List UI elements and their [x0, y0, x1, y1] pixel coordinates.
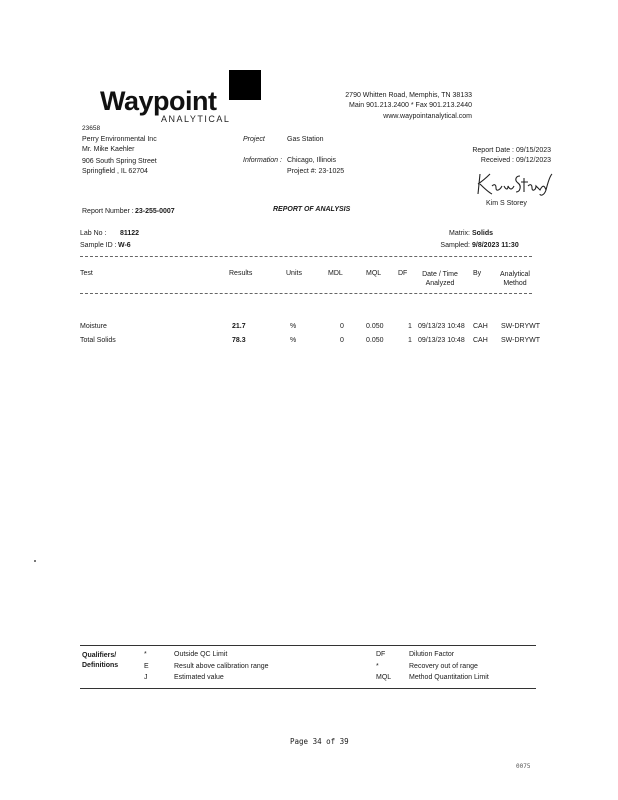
report-date-label: Report Date : — [472, 147, 514, 154]
row-result: 78.3 — [232, 337, 246, 344]
row-by: CAH — [473, 323, 488, 330]
client-name: Perry Environmental Inc — [82, 136, 157, 143]
report-title: REPORT OF ANALYSIS — [273, 206, 351, 213]
project-location: Chicago, Illinois — [287, 157, 337, 164]
qualifier-code: J — [144, 674, 148, 681]
sample-id-label: Sample ID : — [80, 242, 117, 249]
header-mdl: MDL — [328, 270, 343, 277]
report-date: 09/15/2023 — [516, 147, 552, 154]
header-by: By — [473, 270, 482, 277]
sampled-label: Sampled: — [440, 242, 470, 249]
project-info-label: Information : — [243, 157, 282, 164]
sample-id: W-6 — [118, 242, 131, 249]
qualifiers-bottom-rule — [80, 688, 536, 689]
company-website: www.waypointanalytical.com — [383, 113, 472, 120]
matrix: Solids — [472, 230, 494, 237]
qualifiers-title-line1: Qualifiers/ — [82, 652, 117, 659]
signature-image — [474, 168, 554, 198]
header-method-line2: Method — [503, 280, 527, 287]
row-mdl: 0 — [340, 323, 344, 330]
company-logo-name: Waypoint — [100, 86, 217, 116]
sample-divider — [80, 256, 532, 257]
header-datetime — [418, 270, 462, 288]
qualifier-text: Recovery out of range — [409, 663, 478, 670]
report-number-label: Report Number : — [82, 208, 134, 215]
qualifier-code: E — [144, 663, 149, 670]
header-datetime-line1: Date / Time — [422, 271, 458, 278]
qualifier-code: DF — [376, 651, 386, 658]
logo-square — [229, 70, 261, 100]
row-mql: 0.050 — [366, 323, 384, 330]
header-units: Units — [286, 270, 302, 277]
stray-dot — [34, 560, 36, 562]
header-mql: MQL — [366, 270, 382, 277]
row-method: SW-DRYWT — [501, 337, 541, 344]
client-street: 906 South Spring Street — [82, 158, 157, 165]
project-label: Project — [243, 136, 265, 143]
lab-no: 81122 — [120, 230, 140, 237]
received-date: 09/12/2023 — [516, 157, 552, 164]
project-name: Gas Station — [287, 136, 324, 143]
sampled-datetime: 9/8/2023 11:30 — [472, 242, 519, 249]
matrix-label: Matrix: — [449, 230, 470, 237]
header-method-line1: Analytical — [500, 271, 530, 278]
qualifiers-top-rule — [80, 645, 536, 646]
qualifier-text: Estimated value — [174, 674, 224, 681]
header-results: Results — [229, 270, 253, 277]
client-code: 23658 — [82, 125, 101, 132]
company-logo-subtitle: ANALYTICAL — [161, 114, 231, 124]
row-df: 1 — [408, 323, 412, 330]
row-by: CAH — [473, 337, 488, 344]
signer-name: Kim S Storey — [486, 200, 527, 207]
row-datetime: 09/13/23 10:48 — [418, 323, 465, 330]
header-method — [492, 270, 538, 288]
row-units: % — [290, 323, 297, 330]
qualifier-code: MQL — [376, 674, 392, 681]
client-contact: Mr. Mike Kaehler — [82, 146, 135, 153]
report-number: 23-255-0007 — [135, 208, 175, 215]
bates-stamp: 0075 — [516, 763, 531, 770]
header-datetime-line2: Analyzed — [425, 280, 455, 287]
qualifier-code: * — [144, 651, 147, 658]
company-address-line1: 2790 Whitten Road, Memphis, TN 38133 — [345, 92, 472, 99]
qualifier-text: Method Quantitation Limit — [409, 674, 489, 681]
row-units: % — [290, 337, 297, 344]
header-df: DF — [398, 270, 408, 277]
client-city: Springfield , IL 62704 — [82, 168, 148, 175]
received-date-label: Received : — [480, 157, 514, 164]
header-divider — [80, 293, 532, 294]
row-df: 1 — [408, 337, 412, 344]
project-number: Project #: 23-1025 — [287, 168, 345, 175]
row-method: SW-DRYWT — [501, 323, 541, 330]
qualifiers-title — [82, 651, 118, 671]
qualifier-text: Dilution Factor — [409, 651, 455, 658]
row-test: Total Solids — [80, 337, 116, 344]
qualifier-text: Outside QC Limit — [174, 651, 228, 658]
qualifier-code: * — [376, 663, 379, 670]
qualifiers-title-line2: Definitions — [82, 662, 119, 669]
row-datetime: 09/13/23 10:48 — [418, 337, 465, 344]
company-address-line2: Main 901.213.2400 * Fax 901.213.2440 — [349, 102, 472, 109]
page-number: Page 34 of 39 — [290, 737, 349, 746]
row-mql: 0.050 — [366, 337, 384, 344]
header-test: Test — [80, 270, 93, 277]
row-mdl: 0 — [340, 337, 344, 344]
lab-no-label: Lab No : — [80, 230, 107, 237]
row-test: Moisture — [80, 323, 107, 330]
qualifier-text: Result above calibration range — [174, 663, 269, 670]
row-result: 21.7 — [232, 323, 246, 330]
